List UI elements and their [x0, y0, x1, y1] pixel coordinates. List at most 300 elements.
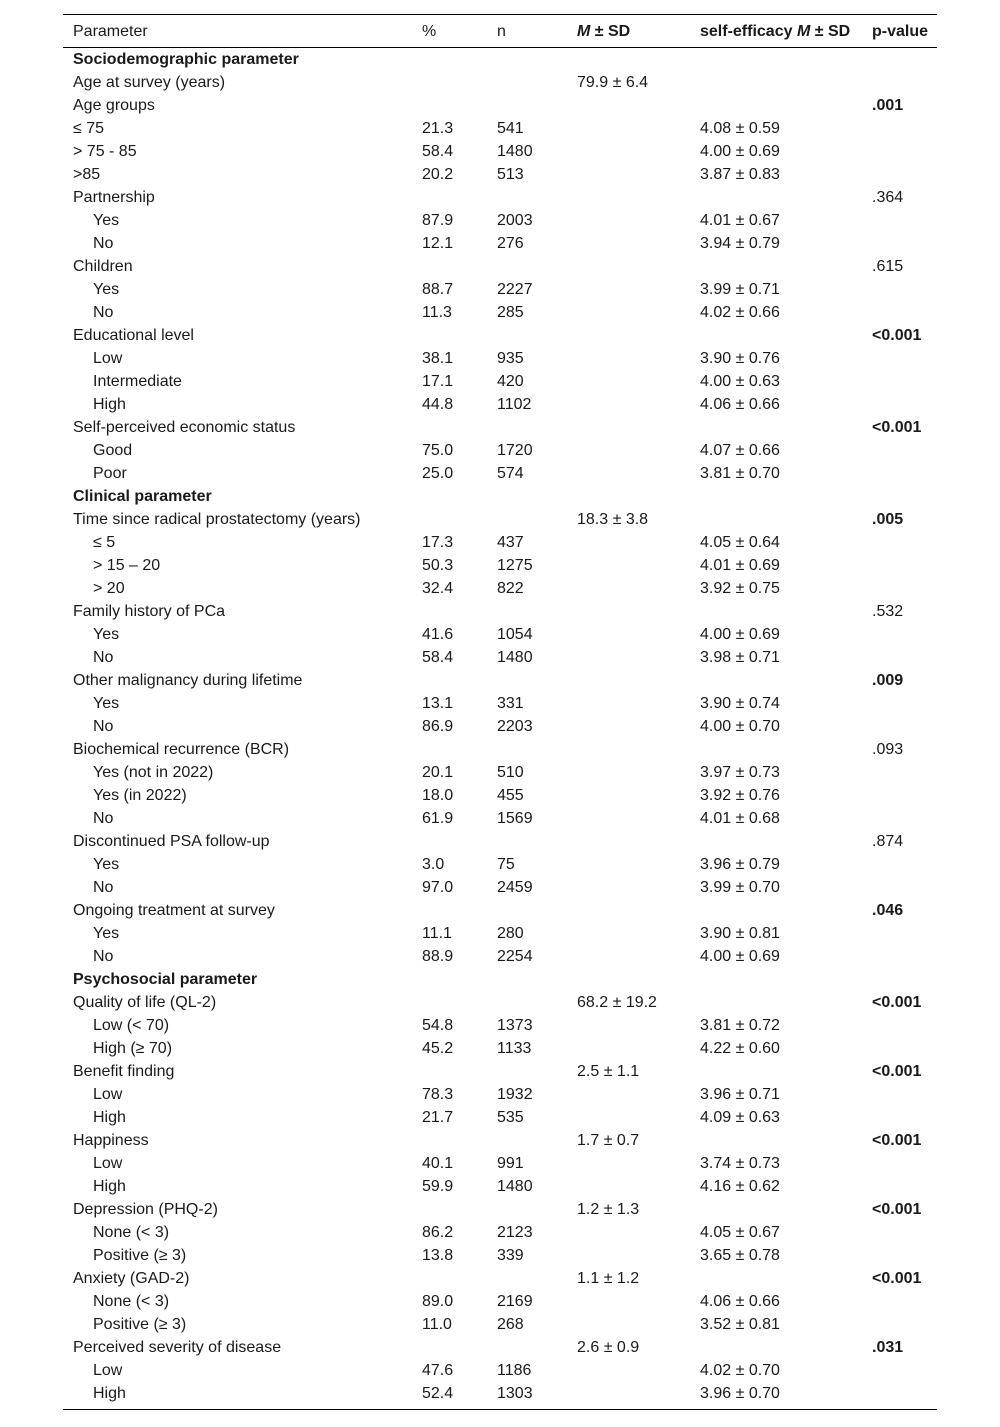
mean-sd-cell [577, 232, 700, 255]
percent-cell: 20.1 [422, 764, 454, 781]
n-cell: 268 [497, 1316, 524, 1333]
label-cell: Age groups [73, 97, 155, 114]
mean-sd-cell [577, 692, 700, 715]
percent-cell: 89.0 [422, 1293, 454, 1310]
self-efficacy-cell: 4.01 ± 0.68 [700, 810, 780, 827]
self-efficacy-cell: 4.16 ± 0.62 [700, 1178, 780, 1195]
percent-cell [422, 416, 497, 439]
p-value-cell [872, 1313, 937, 1336]
self-efficacy-cell [700, 48, 872, 72]
n-cell: 1480 [497, 1178, 533, 1195]
percent-cell: 86.2 [422, 1224, 454, 1241]
self-efficacy-cell: 4.06 ± 0.66 [700, 1293, 780, 1310]
mean-sd-cell [577, 209, 700, 232]
percent-cell [422, 71, 497, 94]
p-value-cell [872, 784, 937, 807]
self-efficacy-cell: 4.06 ± 0.66 [700, 396, 780, 413]
n-cell: 455 [497, 787, 524, 804]
self-efficacy-cell: 3.96 ± 0.70 [700, 1385, 780, 1402]
p-value-cell [872, 531, 937, 554]
self-efficacy-cell [700, 1336, 872, 1359]
p-value-cell: .093 [872, 741, 904, 758]
percent-cell: 11.1 [422, 925, 452, 942]
n-cell: 2123 [497, 1224, 533, 1241]
self-efficacy-cell: 3.81 ± 0.70 [700, 465, 780, 482]
percent-cell [422, 324, 497, 347]
header-parameter: Parameter [73, 22, 148, 40]
p-value-cell: .532 [872, 603, 904, 620]
n-cell: 1186 [497, 1362, 532, 1379]
n-cell [497, 1267, 577, 1290]
p-value-cell: .001 [872, 97, 904, 114]
n-cell: 331 [497, 695, 524, 712]
mean-sd-cell: 2.5 ± 1.1 [577, 1063, 640, 1080]
p-value-cell [872, 692, 937, 715]
self-efficacy-cell: 4.09 ± 0.63 [700, 1109, 780, 1126]
category-row [63, 945, 937, 968]
mean-sd-cell [577, 1313, 700, 1336]
p-value-cell: .009 [872, 672, 904, 689]
mean-sd-cell [577, 945, 700, 968]
category-row [63, 370, 937, 393]
label-cell: Anxiety (GAD-2) [73, 1270, 190, 1287]
mean-sd-cell [577, 1175, 700, 1198]
n-cell: 574 [497, 465, 524, 482]
p-value-cell: <0.001 [872, 327, 922, 344]
self-efficacy-cell [700, 416, 872, 439]
label-cell: Low [93, 1155, 123, 1172]
p-value-cell [872, 439, 937, 462]
self-efficacy-cell: 3.92 ± 0.75 [700, 580, 780, 597]
self-efficacy-cell [700, 508, 872, 531]
self-efficacy-cell: 3.96 ± 0.79 [700, 856, 780, 873]
p-value-cell [872, 554, 937, 577]
mean-sd-cell: 1.7 ± 0.7 [577, 1132, 640, 1149]
label-cell: Self-perceived economic status [73, 419, 296, 436]
n-cell [497, 600, 577, 623]
percent-cell: 58.4 [422, 143, 454, 160]
p-value-cell [872, 1152, 937, 1175]
mean-sd-cell [577, 462, 700, 485]
n-cell: 535 [497, 1109, 524, 1126]
label-cell: Yes [93, 856, 120, 873]
label-cell: No [93, 879, 114, 896]
mean-sd-cell [577, 922, 700, 945]
label-cell: Time since radical prostatectomy (years) [73, 511, 361, 528]
category-row [63, 1037, 937, 1060]
n-cell: 2459 [497, 879, 533, 896]
mean-sd-cell [577, 600, 700, 623]
mean-sd-cell [577, 1244, 700, 1267]
self-efficacy-cell: 3.96 ± 0.71 [700, 1086, 780, 1103]
category-row [63, 1313, 937, 1336]
percent-cell: 61.9 [422, 810, 454, 827]
p-value-cell [872, 646, 937, 669]
label-cell: > 20 [93, 580, 125, 597]
mean-sd-cell: 68.2 ± 19.2 [577, 994, 657, 1011]
self-efficacy-cell: 4.05 ± 0.67 [700, 1224, 780, 1241]
mean-sd-cell [577, 554, 700, 577]
mean-sd-cell [577, 1014, 700, 1037]
p-value-cell: <0.001 [872, 994, 922, 1011]
label-cell: Quality of life (QL-2) [73, 994, 217, 1011]
p-value-cell: <0.001 [872, 1201, 922, 1218]
percent-cell: 75.0 [422, 442, 454, 459]
self-efficacy-cell: 3.97 ± 0.73 [700, 764, 780, 781]
mean-sd-cell [577, 1221, 700, 1244]
n-cell: 1133 [497, 1040, 532, 1057]
label-cell: No [93, 304, 114, 321]
self-efficacy-cell: 4.01 ± 0.69 [700, 557, 780, 574]
percent-cell: 47.6 [422, 1362, 454, 1379]
n-cell: 1720 [497, 442, 533, 459]
mean-sd-cell [577, 761, 700, 784]
mean-sd-cell [577, 738, 700, 761]
self-efficacy-cell [700, 255, 872, 278]
n-cell [497, 324, 577, 347]
label-cell: Clinical parameter [73, 488, 212, 505]
n-cell [497, 48, 577, 72]
n-cell: 935 [497, 350, 524, 367]
p-value-cell: <0.001 [872, 1063, 922, 1080]
n-cell [497, 186, 577, 209]
parameter-row [63, 1198, 937, 1221]
p-value-cell [872, 853, 937, 876]
p-value-cell: .031 [872, 1339, 904, 1356]
n-cell [497, 485, 577, 508]
percent-cell: 21.7 [422, 1109, 454, 1126]
n-cell [497, 1129, 577, 1152]
p-value-cell [872, 1083, 937, 1106]
mean-sd-cell [577, 669, 700, 692]
percent-cell [422, 899, 497, 922]
mean-sd-cell: 2.6 ± 0.9 [577, 1339, 640, 1356]
percent-cell: 38.1 [422, 350, 454, 367]
category-row [63, 1290, 937, 1313]
mean-sd-cell [577, 186, 700, 209]
results-table [63, 14, 937, 1410]
n-cell: 510 [497, 764, 524, 781]
percent-cell: 54.8 [422, 1017, 454, 1034]
label-cell: ≤ 75 [73, 120, 105, 137]
label-cell: Poor [93, 465, 127, 482]
label-cell: Other malignancy during lifetime [73, 672, 303, 689]
n-cell: 991 [497, 1155, 524, 1172]
category-row [63, 117, 937, 140]
header-n: n [497, 22, 506, 40]
p-value-cell [872, 715, 937, 738]
category-row [63, 393, 937, 416]
p-value-cell: .046 [872, 902, 904, 919]
category-row [63, 232, 937, 255]
n-cell [497, 899, 577, 922]
mean-sd-cell [577, 1106, 700, 1129]
percent-cell: 50.3 [422, 557, 454, 574]
category-row [63, 531, 937, 554]
label-cell: No [93, 235, 114, 252]
p-value-cell [872, 577, 937, 600]
self-efficacy-cell: 4.00 ± 0.69 [700, 626, 780, 643]
p-value-cell [872, 301, 937, 324]
label-cell: None (< 3) [93, 1293, 170, 1310]
self-efficacy-cell: 3.90 ± 0.81 [700, 925, 780, 942]
p-value-cell [872, 1244, 937, 1267]
p-value-cell [872, 876, 937, 899]
p-value-cell [872, 945, 937, 968]
parameter-row [63, 71, 937, 94]
self-efficacy-cell: 3.74 ± 0.73 [700, 1155, 780, 1172]
n-cell [497, 669, 577, 692]
percent-cell: 25.0 [422, 465, 454, 482]
p-value-cell [872, 1221, 937, 1244]
percent-cell: 13.8 [422, 1247, 454, 1264]
label-cell: Happiness [73, 1132, 149, 1149]
parameter-row [63, 1267, 937, 1290]
n-cell: 276 [497, 235, 524, 252]
n-cell [497, 991, 577, 1014]
percent-cell: 78.3 [422, 1086, 454, 1103]
label-cell: Low [93, 350, 123, 367]
category-row [63, 692, 937, 715]
n-cell [497, 416, 577, 439]
mean-sd-cell [577, 784, 700, 807]
n-cell: 1480 [497, 649, 533, 666]
n-cell [497, 508, 577, 531]
n-cell [497, 1198, 577, 1221]
percent-cell: 88.9 [422, 948, 454, 965]
mean-sd-cell [577, 646, 700, 669]
table-body [63, 48, 937, 1410]
mean-sd-cell: 18.3 ± 3.8 [577, 511, 649, 528]
percent-cell: 41.6 [422, 626, 454, 643]
category-row [63, 301, 937, 324]
label-cell: Age at survey (years) [73, 74, 226, 91]
mean-sd-cell [577, 1290, 700, 1313]
self-efficacy-cell: 4.05 ± 0.64 [700, 534, 780, 551]
p-value-cell [872, 485, 937, 508]
label-cell: High [93, 1178, 126, 1195]
p-value-cell [872, 761, 937, 784]
self-efficacy-cell [700, 830, 872, 853]
label-cell: Low [93, 1362, 123, 1379]
self-efficacy-cell: 4.02 ± 0.66 [700, 304, 780, 321]
label-cell: Low (< 70) [93, 1017, 170, 1034]
self-efficacy-cell: 3.90 ± 0.76 [700, 350, 780, 367]
label-cell: Yes [93, 212, 120, 229]
n-cell: 1275 [497, 557, 533, 574]
mean-sd-cell [577, 163, 700, 186]
label-cell: None (< 3) [93, 1224, 170, 1241]
label-cell: Psychosocial parameter [73, 971, 258, 988]
p-value-cell [872, 1175, 937, 1198]
p-value-cell [872, 163, 937, 186]
p-value-cell [872, 48, 937, 72]
section-row [63, 48, 937, 72]
label-cell: Depression (PHQ-2) [73, 1201, 218, 1218]
p-value-cell [872, 1037, 937, 1060]
category-row [63, 646, 937, 669]
percent-cell: 58.4 [422, 649, 454, 666]
p-value-cell [872, 462, 937, 485]
label-cell: Perceived severity of disease [73, 1339, 282, 1356]
category-row [63, 853, 937, 876]
p-value-cell [872, 232, 937, 255]
parameter-row [63, 830, 937, 853]
header-self-efficacy: self-efficacy M ± SD [700, 22, 851, 40]
self-efficacy-cell: 3.92 ± 0.76 [700, 787, 780, 804]
category-row [63, 577, 937, 600]
label-cell: Yes [93, 626, 120, 643]
parameter-row [63, 600, 937, 623]
percent-cell: 40.1 [422, 1155, 454, 1172]
category-row [63, 876, 937, 899]
label-cell: Yes (not in 2022) [93, 764, 214, 781]
category-row [63, 462, 937, 485]
self-efficacy-cell: 4.07 ± 0.66 [700, 442, 780, 459]
parameter-row [63, 1129, 937, 1152]
percent-cell: 97.0 [422, 879, 454, 896]
mean-sd-cell [577, 715, 700, 738]
n-cell: 1480 [497, 143, 533, 160]
mean-sd-cell [577, 853, 700, 876]
p-value-cell [872, 393, 937, 416]
p-value-cell [872, 209, 937, 232]
n-cell: 420 [497, 373, 524, 390]
mean-sd-cell [577, 117, 700, 140]
parameter-row [63, 508, 937, 531]
category-row [63, 1221, 937, 1244]
percent-cell: 13.1 [422, 695, 454, 712]
self-efficacy-cell: 4.01 ± 0.67 [700, 212, 780, 229]
n-cell: 2254 [497, 948, 533, 965]
p-value-cell [872, 370, 937, 393]
self-efficacy-cell [700, 1129, 872, 1152]
mean-sd-cell [577, 324, 700, 347]
percent-cell: 3.0 [422, 856, 445, 873]
self-efficacy-cell: 4.08 ± 0.59 [700, 120, 780, 137]
category-row [63, 1175, 937, 1198]
p-value-cell [872, 807, 937, 830]
category-row [63, 922, 937, 945]
p-value-cell [872, 1290, 937, 1313]
label-cell: > 75 - 85 [73, 143, 137, 160]
n-cell: 2227 [497, 281, 533, 298]
label-cell: Biochemical recurrence (BCR) [73, 741, 290, 758]
percent-cell: 86.9 [422, 718, 454, 735]
percent-cell [422, 991, 497, 1014]
p-value-cell [872, 1014, 937, 1037]
label-cell: No [93, 649, 114, 666]
percent-cell: 45.2 [422, 1040, 454, 1057]
parameter-row [63, 738, 937, 761]
n-cell: 2003 [497, 212, 533, 229]
parameter-row [63, 1060, 937, 1083]
n-cell: 339 [497, 1247, 524, 1264]
n-cell: 1932 [497, 1086, 533, 1103]
p-value-cell [872, 117, 937, 140]
n-cell [497, 1336, 577, 1359]
category-row [63, 163, 937, 186]
parameter-row [63, 669, 937, 692]
n-cell: 2169 [497, 1293, 533, 1310]
category-row [63, 209, 937, 232]
label-cell: Good [93, 442, 133, 459]
label-cell: Sociodemographic parameter [73, 51, 299, 68]
mean-sd-cell [577, 301, 700, 324]
n-cell [497, 94, 577, 117]
p-value-cell [872, 623, 937, 646]
mean-sd-cell [577, 370, 700, 393]
self-efficacy-cell: 3.94 ± 0.79 [700, 235, 780, 252]
percent-cell [422, 600, 497, 623]
label-cell: No [93, 948, 114, 965]
header-p-value: p-value [872, 22, 929, 40]
p-value-cell [872, 1106, 937, 1129]
mean-sd-cell [577, 278, 700, 301]
n-cell: 75 [497, 856, 515, 873]
mean-sd-cell [577, 255, 700, 278]
mean-sd-cell [577, 623, 700, 646]
self-efficacy-cell [700, 991, 872, 1014]
percent-cell [422, 508, 497, 531]
self-efficacy-cell [700, 600, 872, 623]
label-cell: Yes [93, 281, 120, 298]
mean-sd-cell [577, 439, 700, 462]
mean-sd-cell: 79.9 ± 6.4 [577, 74, 649, 91]
percent-cell [422, 1060, 497, 1083]
self-efficacy-cell: 4.00 ± 0.69 [700, 948, 780, 965]
self-efficacy-cell [700, 324, 872, 347]
mean-sd-cell [577, 531, 700, 554]
self-efficacy-cell [700, 899, 872, 922]
parameter-row [63, 255, 937, 278]
self-efficacy-cell [700, 71, 872, 94]
p-value-cell [872, 140, 937, 163]
mean-sd-cell [577, 1382, 700, 1410]
percent-cell: 32.4 [422, 580, 454, 597]
mean-sd-cell [577, 577, 700, 600]
percent-cell [422, 669, 497, 692]
label-cell: Family history of PCa [73, 603, 226, 620]
percent-cell [422, 485, 497, 508]
self-efficacy-cell [700, 1060, 872, 1083]
parameter-row [63, 324, 937, 347]
mean-sd-cell [577, 347, 700, 370]
percent-cell: 21.3 [422, 120, 454, 137]
label-cell: Ongoing treatment at survey [73, 902, 275, 919]
percent-cell [422, 255, 497, 278]
self-efficacy-cell [700, 94, 872, 117]
parameter-row [63, 94, 937, 117]
self-efficacy-cell: 3.99 ± 0.70 [700, 879, 780, 896]
self-efficacy-cell: 4.00 ± 0.63 [700, 373, 780, 390]
self-efficacy-cell [700, 485, 872, 508]
self-efficacy-cell: 4.00 ± 0.70 [700, 718, 780, 735]
category-row [63, 784, 937, 807]
mean-sd-cell [577, 830, 700, 853]
self-efficacy-cell: 3.65 ± 0.78 [700, 1247, 780, 1264]
category-row [63, 1014, 937, 1037]
category-row [63, 1359, 937, 1382]
mean-sd-cell [577, 1083, 700, 1106]
mean-sd-cell [577, 94, 700, 117]
mean-sd-cell: 1.1 ± 1.2 [577, 1270, 640, 1287]
percent-cell [422, 1129, 497, 1152]
self-efficacy-cell [700, 1198, 872, 1221]
n-cell: 1373 [497, 1017, 533, 1034]
mean-sd-cell [577, 1359, 700, 1382]
p-value-cell [872, 1382, 937, 1410]
